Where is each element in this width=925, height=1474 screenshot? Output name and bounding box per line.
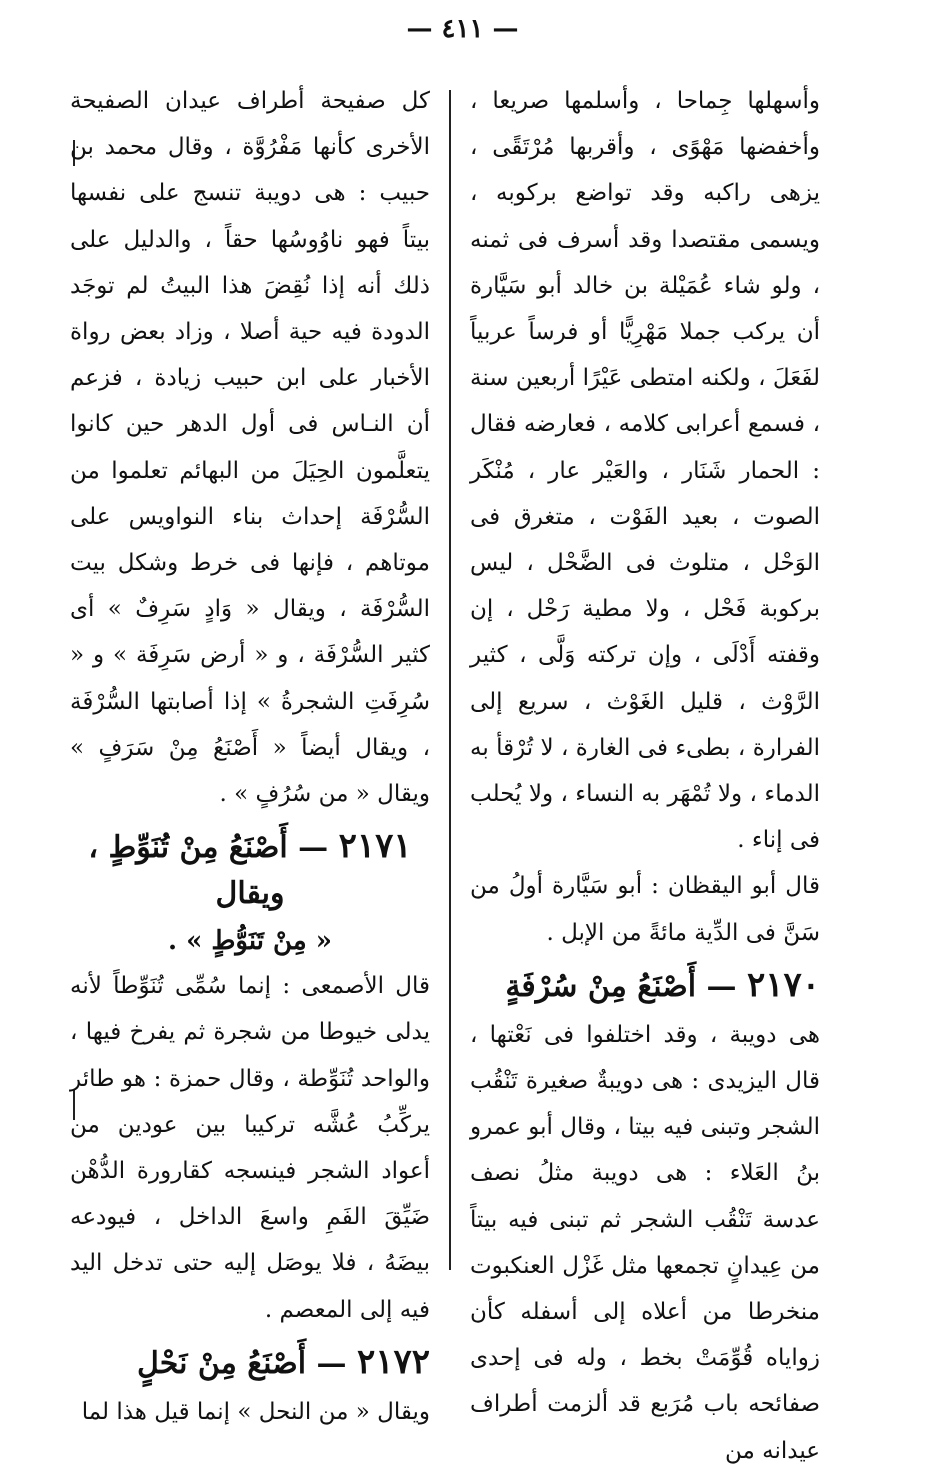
page-number: — ٤١١ — [406,14,519,44]
entry-title: — أَصْنَعُ مِنْ سُرْفَةٍ [505,968,737,1004]
entry-heading-continuation: « مِنْ تَنَوُّطٍ » . [167,926,333,957]
paragraph: كل صفيحة أطراف عيدان الصفيحة الأخرى كأنها مَفْرُوَّة ، وقال محمد بن حبيب : هى دويبة تنسج على نفسها بيتاً فهو ناوُوسُها حقاً ، والدليل على ذلك أنه إذا نُقِضَ هذا البيتُ لم توجَد الدودة فيه حية أصلا ، وزاد بعض رواة الأخبار على ابن حبيب زيادة ، فزعم أن النـاس فى أول الدهر حين كانوا يتعلَّمون الحِيَلَ من البهائم تعلموا من السُّرْفَة إحداث بناء النواويس على موتاهم ، فإنها فى خرط وشكل بيت السُّرْفَة ، ويقال « وَادٍ سَرِفٌ » أى كثير السُّرْفَة ، و « أرض سَرِفَة » و « سُرِفَتِ الشجرةُ » إذا أصابتها السُّرْفَة ، ويقال أيضاً « أَصْنَعُ مِنْ سَرَفٍ » ويقال « من سُرُفٍ » . [70,88,430,808]
entry-heading-2170 [470,962,820,1010]
paragraph: قال أبو اليقظان : أبو سَيَّارة أولُ من سَنَّ فى الدِّية مائةً من الإبل . [470,873,820,946]
right-column [470,78,820,1474]
left-column [70,78,430,1435]
paragraph: هى دويبة ، وقد اختلفوا فى نَعْتها ، قال اليزيدى : هى دويبةٌ صغيرة تَنْقُب الشجر وتبنى فيه بيتا ، وقال أبو عمرو بنُ العَلاء : هى دويبة مثلُ نصف عدسة تَنْقُب الشجر ثم تبنى فيه بيتاً من عِيدانٍ تجمعها مثل غَزْل العنكبوت منخرطا من أعلاه إلى أسفله كأن زواياه قُوِّمَتْ بخط ، وله فى إحدى صفائحه باب مُرَبع قد ألزمت أطراف عيدانه من [470,1021,820,1464]
paragraph: قال الأصمعى : إنما سُمِّى تُنَوِّطاً لأنه يدلى خيوطا من شجرة ثم يفرخ فيها ، والواحد تُنَوِّطة ، وقال حمزة : هو طائر يركِّبُ عُشَّه تركيبا بين عودين من أعواد الشجر فينسجه كقارورة الدُّهْن ضَيِّقَ الفَمِ واسعَ الداخل ، فيودعه بيضَهُ ، فلا يوصَل إليه حتى تدخل اليد فيه إلى المعصم . [70,973,430,1323]
entry-heading-2172 [70,1339,430,1387]
entry-number: ٢١٧٠ [746,964,820,1005]
entry-title: — أَصْنَعُ مِنْ تُنَوِّطٍ ، ويقال [88,830,329,912]
entry-number: ٢١٧١ [338,826,412,867]
column-rule [449,90,451,1270]
entry-heading-2171 [70,823,430,917]
paragraph: وأسهلها جِماحا ، وأسلمها صريعا ، وأخفضها مَهْوًى ، وأقربها مُرْتَقًى ، يزهى راكبه وقد تواضع بركوبه ، ويسمى مقتصدا وقد أسرف فى ثمنه ، ولو شاء عُمَيْلة بن خالد أبو سَيَّارة أن يركب جملا مَهْرِيًّا أو فرساً عربياً لفَعَلَ ، ولكنه امتطى عَيْرًا أربعين سنة ، فسمع أعرابى كلامه ، فعارضه فقال : الحمار شَنَار ، والعَيْر عار ، مُنْكَر الصوت ، بعيد الفَوْت ، متغرق فى الوَحْل ، متلوث فى الضَّحْل ، ليس بركوبة فَحْل ، ولا مطية رَحْل ، إن وقفته أَدْلَى ، وإن تركته وَلَّى ، كثير الرَّوْث ، قليل الغَوْث ، سريع إلى الفرارة ، بطىء فى الغارة ، لا تُرْقأ به الدماء ، ولا تُمْهَر به النساء ، ولا يُحلب فى إناء . [470,88,820,854]
paragraph: ويقال « من النحل » إنما قيل هذا لما [81,1398,430,1425]
entry-number: ٢١٧٢ [356,1341,430,1382]
entry-title: — أَصْنَعُ مِنْ نَحْلٍ [136,1345,347,1381]
